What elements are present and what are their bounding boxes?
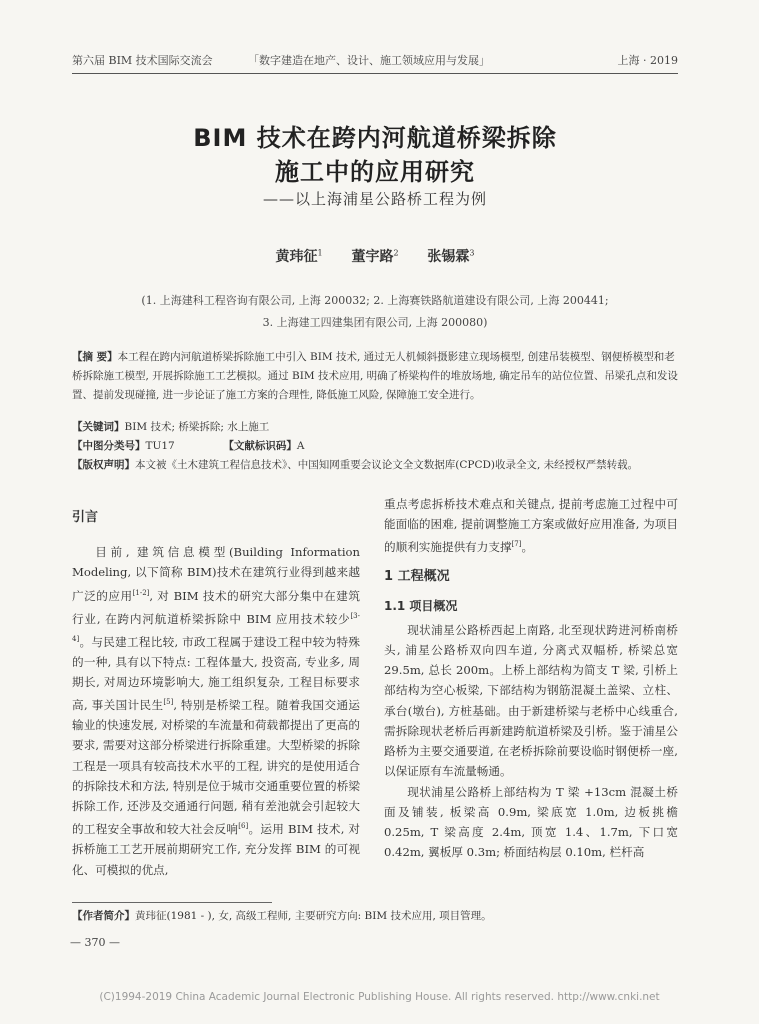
copyright-text: 本文被《土木建筑工程信息技术》、中国知网重要会议论文全文数据库(CPCD)收录全文, 未经授权严禁转载。 xyxy=(135,459,639,471)
paper-title-line2: 施工中的应用研究 xyxy=(275,158,475,186)
running-header xyxy=(72,50,678,72)
affiliation-line1: (1. 上海建科工程咨询有限公司, 上海 200032; 2. 上海赛铁路航道建设有限公司, 上海 200441; xyxy=(141,294,609,307)
intro-paragraph: 目前, 建筑信息模型(Building Information Modeling, 以下简称 BIM)技术在建筑行业得到越来越广泛的应用[1-2], 对 BIM 技术的研究大部分集中在建筑行业, 在跨内河航道桥梁拆除中 BIM 应用技术较少[3-4]。与民建工程比较, 市政工程属于建设工程中较为特殊的一种, 具有以下特点: 工程体量大, 投资高, 专业多, 周期长, 对周边环境影响大, 施工组织复杂, 工程目标要求高, 事关国计民生[5], 特别是桥梁工程。随着我国交通运输业的快速发展, 对桥梁的车流量和荷载都提出了更高的要求, 需要对这部分桥梁进行拆除重建。大型桥梁的拆除工程是一项具有较高技术水平的工程, 讲究的是使用适合的拆除技术和方法, 特别是位于城市交通重要位置的桥梁拆除工作, 还涉及交通通行问题, 稍有差池就会引起较大的工程安全事故和较大社会反响[6]。运用 BIM 技术, 对拆桥施工工艺开展前期研究工作, 充分发挥 BIM 的可视化、可模拟的优点, xyxy=(72,545,360,877)
author: 黄玮征$^1$ xyxy=(275,248,323,265)
keywords-text: BIM 技术; 桥梁拆除; 水上施工 xyxy=(124,421,270,433)
introduction-heading: 引言 xyxy=(72,510,99,525)
right-column xyxy=(384,494,678,862)
author: 张锡霖$^3$ xyxy=(427,248,475,265)
doc-code-value: A xyxy=(296,440,305,452)
footnote-rule xyxy=(72,902,272,903)
continued-paragraph: 重点考虑拆桥技术难点和关键点, 提前考虑施工过程中可能面临的困难, 提前调整施工方案或做好应用准备, 为项目的顺利实施提供有力支撑[7]。 xyxy=(384,497,678,555)
keywords-label: 【关键词】 xyxy=(72,421,125,433)
clc-label: 【中图分类号】 xyxy=(72,440,146,452)
paper-title-line1: BIM 技术在跨内河航道桥梁拆除 xyxy=(193,124,557,152)
project-paragraph-1: 现状浦星公路桥西起上南路, 北至现状跨进河桥南桥头, 浦星公路桥双向四车道, 分离式双幅桥, 桥梁总宽 29.5m, 总长 200m。上桥上部结构为简支 T 梁, 引桥上部结构为空心板梁, 下部结构为钢筋混凝土盖梁、立柱、承台(墩台), 方桩基础。由于新建桥梁与老桥中心线重合, 需拆除现状老桥后再新建跨航道桥梁及引桥。鉴于浦星公路桥为主要交通要道, 在老桥拆除前要设临时钢便桥一座, 以保证原有车流量畅通。 xyxy=(384,622,678,779)
header-rule xyxy=(72,73,678,74)
subsection-heading: 1.1 项目概况 xyxy=(384,598,458,613)
author: 董宇路$^2$ xyxy=(351,248,399,265)
header-location-year: 上海 · 2019 xyxy=(617,54,678,67)
author-list xyxy=(72,246,678,266)
keywords-block xyxy=(72,418,678,437)
header-conference: 第六届 BIM 技术国际交流会 xyxy=(72,54,213,67)
author-footnote xyxy=(72,908,678,923)
abstract-label: 【摘 要】 xyxy=(72,351,118,363)
page-number: — 370 — xyxy=(70,936,120,949)
clc-value: TU17 xyxy=(145,440,175,452)
classification-block xyxy=(72,437,678,456)
project-paragraph-2: 现状浦星公路桥上部结构为 T 梁 +13cm 混凝土桥面及铺装, 板梁高 0.9m, 梁底宽 1.0m, 边板挑檐 0.25m, T 梁高度 2.4m, 顶宽 1.4、1.7m, 下口宽 0.42m, 翼板厚 0.3m; 桥面结构层 0.10m, 栏杆高 xyxy=(384,784,678,860)
paper-subtitle: ——以上海浦星公路桥工程为例 xyxy=(262,190,487,208)
abstract-block xyxy=(72,348,678,405)
header-theme: 「数字建造在地产、设计、施工领域应用与发展」 xyxy=(248,54,490,67)
abstract-text: 本工程在跨内河航道桥梁拆除施工中引入 BIM 技术, 通过无人机倾斜摄影建立现场模型, 创建吊装模型、钢便桥模型和老桥拆除施工模型, 开展拆除施工工艺模拟。通过 BIM 技术应用, 明确了桥梁构件的堆放场地, 确定吊车的站位位置、吊梁孔点和发设置、提前发现碰撞, 进一步论证了施工方案的合理性, 降低施工风险, 保障施工安全进行。 xyxy=(72,351,678,401)
cnki-copyright-footer: (C)1994-2019 China Academic Journal Electronic Publishing House. All rights reserved. http://www.cnki.net xyxy=(99,991,660,1003)
copyright-label: 【版权声明】 xyxy=(72,459,135,471)
section-heading: 1 工程概况 xyxy=(384,569,450,585)
footnote-label: 【作者简介】 xyxy=(72,910,135,922)
left-column xyxy=(72,508,360,880)
footnote-text: 黄玮征(1981 - ), 女, 高级工程师, 主要研究方向: BIM 技术应用, 项目管理。 xyxy=(135,910,492,922)
doc-code-label: 【文献标识码】 xyxy=(223,440,297,452)
copyright-block xyxy=(72,456,678,475)
affiliation-line2: 3. 上海建工四建集团有限公司, 上海 200080) xyxy=(262,316,488,329)
